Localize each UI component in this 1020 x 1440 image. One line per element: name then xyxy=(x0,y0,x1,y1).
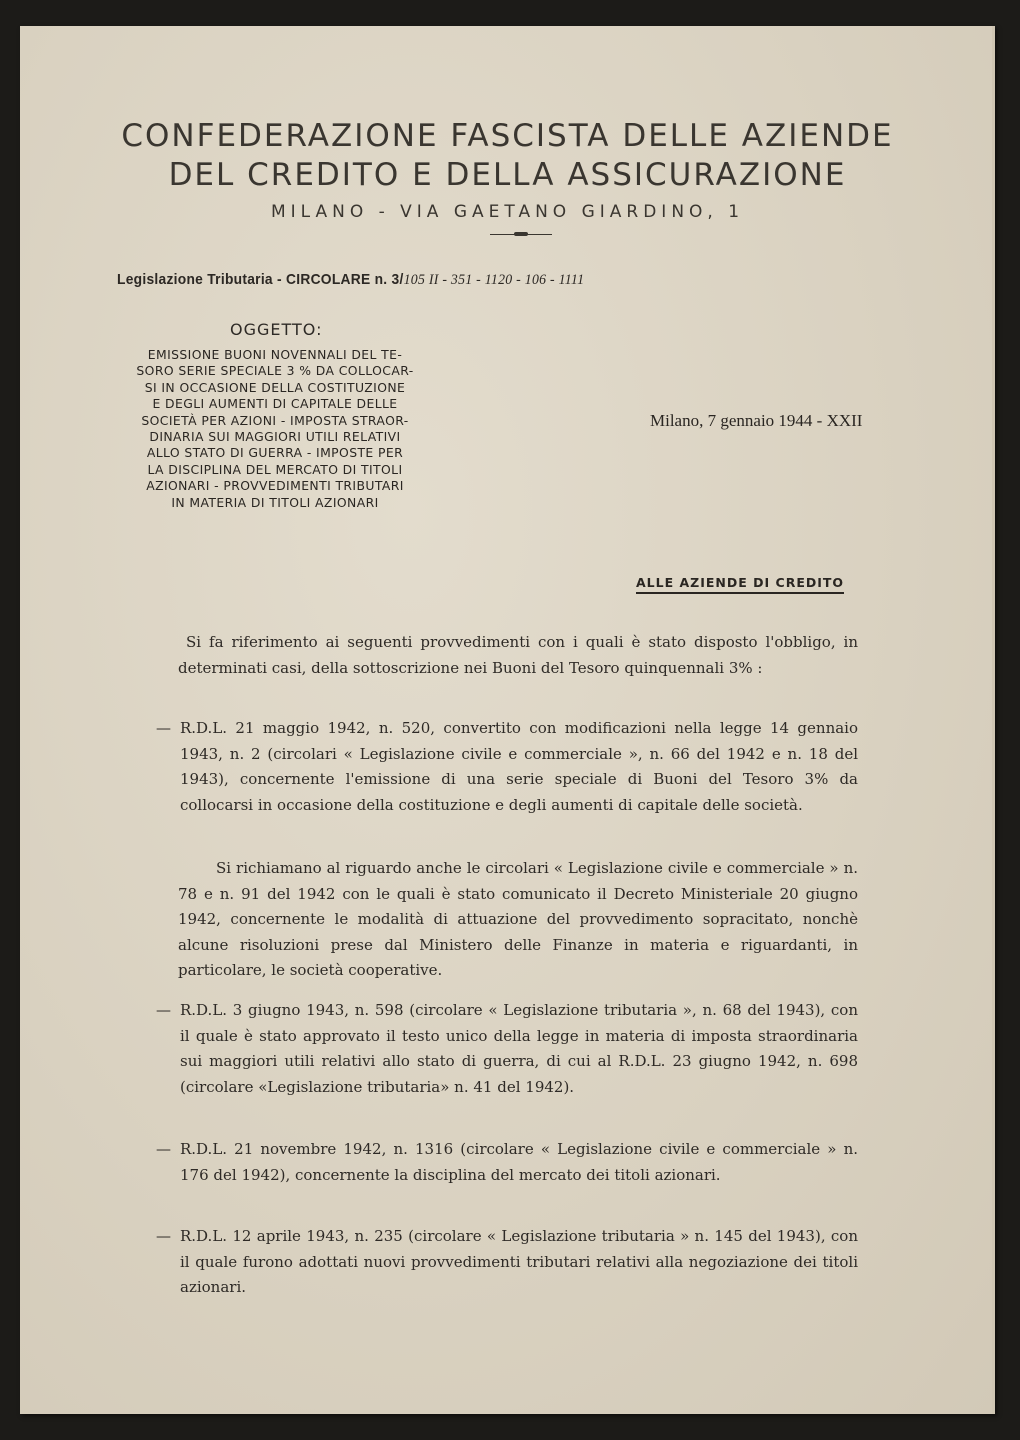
recipient-heading: ALLE AZIENDE DI CREDITO xyxy=(636,575,844,594)
oggetto-line: SI IN OCCASIONE DELLA COSTITUZIONE xyxy=(144,379,406,395)
list-item-rdl-520 xyxy=(156,716,858,818)
oggetto-label: OGGETTO: xyxy=(230,320,323,339)
list-item-rdl-1316 xyxy=(156,1137,858,1188)
list-item-rdl-598 xyxy=(156,998,858,1100)
org-address: MILANO - VIA GAETANO GIARDINO, 1 xyxy=(270,202,745,222)
item-dash: — xyxy=(156,1140,171,1158)
page-edge xyxy=(992,26,995,1414)
oggetto-line: IN MATERIA DI TITOLI AZIONARI xyxy=(171,494,379,510)
org-name-line2: DEL CREDITO E DELLA ASSICURAZIONE xyxy=(168,157,847,193)
oggetto-line: SORO SERIE SPECIALE 3 % DA COLLOCAR- xyxy=(136,363,414,379)
oggetto-line: E DEGLI AUMENTI DI CAPITALE DELLE xyxy=(152,396,398,412)
list-item-rdl-235 xyxy=(156,1224,858,1301)
circolare-numbers: 105 II - 351 - 1120 - 106 - 1111 xyxy=(403,272,585,288)
divider-ornament-center xyxy=(514,232,528,236)
circolare-reference xyxy=(117,271,584,289)
item-dash: — xyxy=(156,1001,171,1019)
intro-paragraph: Si fa riferimento ai seguenti provvedimenti con i quali è stato disposto l'obbligo, in determinati casi, della sottoscrizione nei Buoni del Tesoro quinquennali 3% : xyxy=(178,633,858,677)
document-date: Milano, 7 gennaio 1944 - XXII xyxy=(650,411,863,430)
oggetto-line: AZIONARI - PROVVEDIMENTI TRIBUTARI xyxy=(146,478,404,494)
item-text: R.D.L. 3 giugno 1943, n. 598 (circolare « Legislazione tributaria », n. 68 del 1943), con il quale è stato approvato il testo unico della legge in materia di imposta straordinaria sui maggiori utili relativi allo stato di guerra, di cui al R.D.L. 23 giugno 1942, n. 698 (circolare «Legislazione tributaria» n. 41 del 1942). xyxy=(180,1001,858,1096)
oggetto-line: DINARIA SUI MAGGIORI UTILI RELATIVI xyxy=(149,429,401,445)
document-page xyxy=(20,26,995,1414)
oggetto-line: SOCIETÀ PER AZIONI - IMPOSTA STRAOR- xyxy=(141,412,409,428)
oggetto-line: LA DISCIPLINA DEL MERCATO DI TITOLI xyxy=(147,461,403,477)
org-name-line1: CONFEDERAZIONE FASCISTA DELLE AZIENDE xyxy=(121,118,894,154)
oggetto-line: ALLO STATO DI GUERRA - IMPOSTE PER xyxy=(146,445,404,461)
item-dash: — xyxy=(156,1227,171,1245)
item-dash: — xyxy=(156,719,171,737)
item-text: R.D.L. 21 maggio 1942, n. 520, convertito con modificazioni nella legge 14 gennaio 1943, n. 2 (circolari « Legislazione civile e commerciale », n. 66 del 1942 e n. 18 del 1943), concernente l'emissione di una serie speciale di Buoni del Tesoro 3% da collocarsi in occasione della costituzione e degli aumenti di capitale delle società. xyxy=(180,719,858,814)
item-text: R.D.L. 12 aprile 1943, n. 235 (circolare « Legislazione tributaria » n. 145 del 1943), con il quale furono adottati nuovi provvedimenti tributari relativi alla negoziazione dei titoli azionari. xyxy=(180,1227,858,1296)
item-text: R.D.L. 21 novembre 1942, n. 1316 (circolare « Legislazione civile e commerciale » n. 176 del 1942), concernente la disciplina del mercato dei titoli azionari. xyxy=(180,1140,858,1184)
oggetto-text xyxy=(104,347,446,511)
circolare-label: Legislazione Tributaria - CIRCOLARE n. 3/ xyxy=(117,271,404,288)
oggetto-line: EMISSIONE BUONI NOVENNALI DEL TE- xyxy=(147,347,403,362)
note-paragraph: Si richiamano al riguardo anche le circolari « Legislazione civile e commerciale » n. 78 e n. 91 del 1942 con le quali è stato comunicato il Decreto Ministeriale 20 giugno 1942, concernente le modalità di attuazione del provvedimento sopracitato, nonchè alcune risoluzioni prese dal Ministero delle Finanze in materia e riguardanti, in particolare, le società cooperative. xyxy=(178,859,858,979)
